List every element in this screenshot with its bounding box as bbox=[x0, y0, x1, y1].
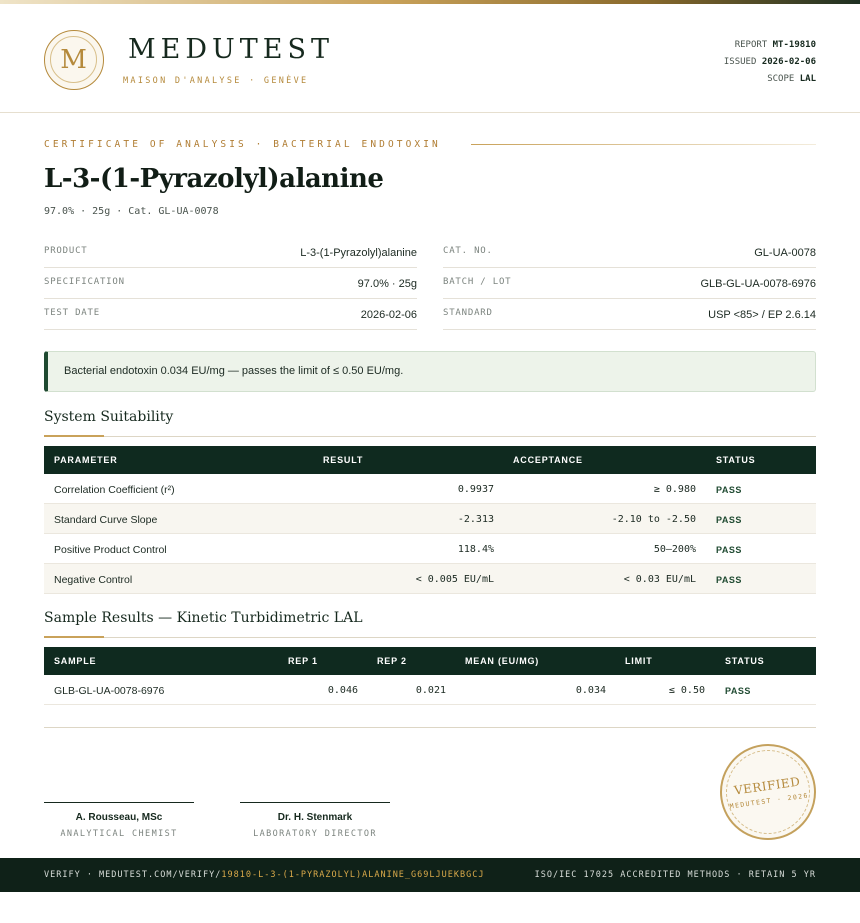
cell-result: 118.4% bbox=[457, 544, 494, 555]
verify-prefix: VERIFY · MEDUTEST.COM/VERIFY/ bbox=[44, 870, 222, 880]
spec-key: BATCH / LOT bbox=[443, 277, 512, 287]
column-header: ACCEPTANCE bbox=[513, 455, 583, 465]
brand-tagline: MAISON D'ANALYSE · GENÈVE bbox=[123, 76, 309, 86]
spec-key: PRODUCT bbox=[44, 246, 88, 256]
logo-seal-icon bbox=[44, 30, 104, 90]
cell-acceptance: ≥ 0.980 bbox=[653, 484, 696, 495]
column-header: LIMIT bbox=[625, 656, 653, 666]
cell-sample: GLB-GL-UA-0078-6976 bbox=[54, 685, 165, 697]
table-row bbox=[44, 564, 816, 594]
column-header: MEAN (EU/MG) bbox=[465, 656, 540, 666]
signatory-role: ANALYTICAL CHEMIST bbox=[60, 829, 178, 839]
spec-row-product bbox=[44, 237, 417, 268]
signature-block bbox=[240, 802, 390, 839]
table-header bbox=[44, 446, 816, 474]
sample-results-table bbox=[44, 647, 816, 705]
stamp-label: VERIFIED bbox=[733, 774, 802, 798]
spec-list-right bbox=[443, 237, 816, 330]
section-accent bbox=[44, 636, 104, 638]
kicker-divider bbox=[471, 144, 816, 145]
result-notice-text: Bacterial endotoxin 0.034 EU/mg — passes the limit of ≤ 0.50 EU/mg. bbox=[64, 365, 404, 377]
cell-result: < 0.005 EU/mL bbox=[415, 574, 494, 585]
letterhead bbox=[0, 4, 860, 113]
result-notice bbox=[44, 351, 816, 392]
spec-key: TEST DATE bbox=[44, 308, 100, 318]
issued-date: ISSUED 2026-02-06 bbox=[723, 57, 816, 67]
column-header: RESULT bbox=[323, 455, 364, 465]
column-header: PARAMETER bbox=[54, 455, 118, 465]
cell-parameter: Standard Curve Slope bbox=[54, 514, 158, 526]
cell-rep1: 0.046 bbox=[327, 685, 358, 696]
signature-block bbox=[44, 802, 194, 839]
spec-value: 2026-02-06 bbox=[360, 309, 417, 321]
cell-rep2: 0.021 bbox=[415, 685, 446, 696]
signatory-name: A. Rousseau, MSc bbox=[75, 812, 163, 823]
cell-mean: 0.034 bbox=[575, 685, 606, 696]
column-header: REP 1 bbox=[288, 656, 318, 666]
verify-code: 19810-L-3-(1-PYRAZOLYL)ALANINE_G69LJUEKBGCJ bbox=[221, 870, 485, 880]
table-header bbox=[44, 647, 816, 675]
column-header: REP 2 bbox=[377, 656, 407, 666]
verified-stamp bbox=[714, 738, 822, 846]
system-suitability-table bbox=[44, 446, 816, 594]
spec-list-left bbox=[44, 237, 417, 330]
spec-row-test-date bbox=[44, 299, 417, 330]
cell-acceptance: 50–200% bbox=[653, 544, 696, 555]
spec-value: L-3-(1-Pyrazolyl)alanine bbox=[300, 247, 417, 259]
spec-value: USP <85> / EP 2.6.14 bbox=[708, 309, 816, 321]
spec-key: SPECIFICATION bbox=[44, 277, 125, 287]
table-row bbox=[44, 474, 816, 504]
cell-limit: ≤ 0.50 bbox=[668, 685, 705, 696]
report-id: REPORT MT-19810 bbox=[734, 40, 816, 50]
column-header: STATUS bbox=[725, 656, 765, 666]
page-subtitle: 97.0% · 25g · Cat. GL-UA-0078 bbox=[44, 206, 219, 217]
table-row bbox=[44, 675, 816, 705]
cell-acceptance: < 0.03 EU/mL bbox=[623, 574, 696, 585]
brand-name: MEDUTEST bbox=[128, 34, 334, 65]
cell-parameter: Positive Product Control bbox=[54, 544, 167, 556]
cell-parameter: Negative Control bbox=[54, 574, 133, 586]
spec-key: CAT. NO. bbox=[443, 246, 493, 256]
status-badge: PASS bbox=[716, 545, 742, 555]
accreditation-note: ISO/IEC 17025 ACCREDITED METHODS · RETAIN 5 YR bbox=[534, 870, 816, 880]
table-row bbox=[44, 504, 816, 534]
spec-value: GLB-GL-UA-0078-6976 bbox=[700, 278, 816, 290]
cell-acceptance: -2.10 to -2.50 bbox=[611, 514, 696, 525]
spec-row-specification bbox=[44, 268, 417, 299]
cell-result: -2.313 bbox=[457, 514, 494, 525]
report-meta bbox=[724, 37, 816, 88]
column-header: SAMPLE bbox=[54, 656, 97, 666]
table-row bbox=[44, 534, 816, 564]
section-rule bbox=[44, 637, 816, 638]
cell-result: 0.9937 bbox=[457, 484, 494, 495]
status-badge: PASS bbox=[725, 686, 751, 696]
spec-row-cat-no bbox=[443, 237, 816, 268]
signatory-role: LABORATORY DIRECTOR bbox=[253, 829, 377, 839]
stamp-sublabel: MEDUTEST · 2026 bbox=[729, 791, 810, 811]
section-title-system-suitability: System Suitability bbox=[44, 409, 174, 425]
status-badge: PASS bbox=[716, 515, 742, 525]
status-badge: PASS bbox=[716, 575, 742, 585]
section-title-sample-results: Sample Results — Kinetic Turbidimetric LAL bbox=[44, 610, 363, 626]
page-title: L-3-(1-Pyrazolyl)alanine bbox=[44, 164, 384, 194]
spec-row-batch-lot bbox=[443, 268, 816, 299]
cell-parameter: Correlation Coefficient (r²) bbox=[54, 484, 175, 496]
section-rule bbox=[44, 436, 816, 437]
section-accent bbox=[44, 435, 104, 437]
signatory-name: Dr. H. Stenmark bbox=[277, 812, 353, 823]
logo-monogram: M bbox=[60, 44, 87, 75]
spec-value: 97.0% · 25g bbox=[357, 278, 417, 290]
document-kicker: CERTIFICATE OF ANALYSIS · BACTERIAL ENDOTOXIN bbox=[44, 139, 441, 150]
spec-value: GL-UA-0078 bbox=[754, 247, 816, 259]
signature-divider bbox=[44, 727, 816, 728]
status-badge: PASS bbox=[716, 485, 742, 495]
verify-link[interactable] bbox=[44, 870, 484, 880]
column-header: STATUS bbox=[716, 455, 756, 465]
scope: SCOPE LAL bbox=[767, 74, 816, 84]
spec-key: STANDARD bbox=[443, 308, 493, 318]
footer bbox=[0, 858, 860, 892]
spec-row-standard bbox=[443, 299, 816, 330]
